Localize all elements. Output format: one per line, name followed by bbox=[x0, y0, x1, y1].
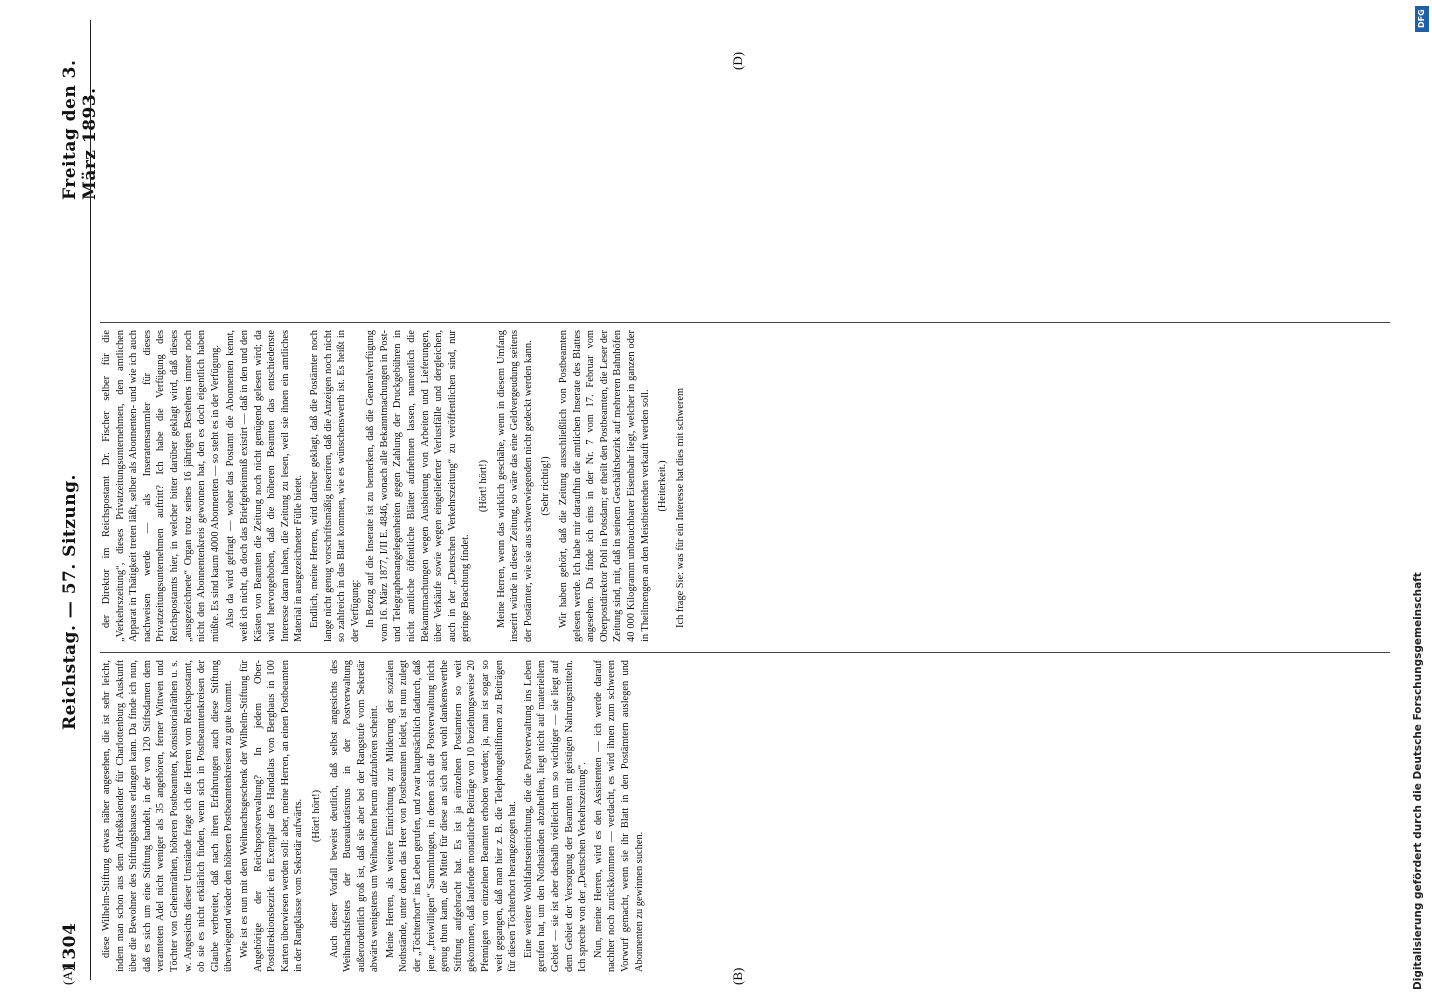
paragraph: der Direktor im Reichspostamt Dr. Fischer selber für die „Verkehrszeitung“, dieses Privatzeitungsunternehmen, den amtlichen Apparat in Thätigkeit treten läßt, selber als Abonnenten- und wie ich auch nachweisen werde — als Inseratensammler für dieses Privatzeitungsunternehmen auftritt? Ich habe die Verfügung des Reichspostamts hier, in welcher bitter darüber geklagt wird, daß dieses „ausgezeichnete“ Organ trotz seines 16 jährigen Bestehens immer noch nicht den Abonnentenkreis gewonnen hat, den es doch eigentlich haben müßte. Es sind kaum 4000 Abonnenten — so steht es in der Verfügung. bbox=[101, 330, 221, 642]
interjection: (Heiterkeit.) bbox=[657, 460, 669, 512]
paragraph: Meine Herren, wenn das wirklich geschähe, wenn in diesem Umfang inserirt würde in dieser Zeitung, so wäre das eine Geldvergeudung seitens der Postämter, wie sie aus schwerwiegenden nicht gedeckt werden kann. bbox=[495, 330, 534, 642]
column-divider bbox=[100, 322, 1390, 323]
dfg-logo: DFG bbox=[1415, 6, 1429, 32]
paragraph: Eine weitere Wohlfahrtseinrichtung, die die Postverwaltung ins Leben gerufen hat, um den Nothständen abzuhelfen, liegt nicht auf materiellem Gebiet — sie ist aber deshalb vielleicht um so wichtiger — sie liegt auf dem Gebiet der Versorgung der Beamten mit geistigen Nahrungsmitteln. Ich spreche von der „Deutschen Verkehrszeitung“. bbox=[522, 660, 589, 972]
paragraph: Nun, meine Herren, wird es den Assistenten — ich werde darauf nachher noch zurückkommen — verdacht, es wird ihnen zum schweren Vorwurf gemacht, wenn sie ihr Blatt in den Postämtern auslegen und Abonnenten zu gewinnen suchen. bbox=[592, 660, 645, 972]
paragraph: Ich frage Sie: was für ein Interesse hat dies mit schwerem bbox=[674, 387, 686, 628]
column-divider bbox=[100, 652, 1390, 653]
paragraph: Also da wird gefragt — woher das Postamt die Abonnenten kennt, weiß ich nicht, da doch das Briefgeheimniß existirt — daß in den und den Kästen von Beamten die Zeitung noch nicht genügend gelesen wird; da wird hervorgehoben, daß die höheren Beamten das entschiedenste Interesse daran haben, die Zeitung zu lesen, weil sie ihnen ein amtliches Material in ausgezeichneter Fülle bietet. bbox=[225, 330, 305, 642]
paragraph: Auch dieser Vorfall beweist deutlich, daß selbst angesichts des Weihnachtsfestes der Bureaukratismus in der Postverwaltung außerordentlich groß ist, daß sie aber bei der Rangstufe vom Sekretär abwärts wenigstens um Weihnachten herum aufzuhören scheint. bbox=[328, 660, 381, 972]
quoted-ordinance: In Bezug auf die Inserate ist zu bemerken, daß die Generalverfügung vom 16. März 1877, I/II E. 4846, wonach alle Bekanntmachungen in Post- und Telegraphenangelegenheiten gegen Zahlung der Druckgebühren in nicht amtliche öffentliche Blätter aufnehmen lassen, namentlich die Bekanntmachungen wegen Ausbietung von Arbeiten und Lieferungen, über Verkäufe sowie wegen eingelieferter Verlustfälle und dergleichen, auch in der „Deutschen Verkehrszeitung“ zu veröffentlichen sind, nur geringe Beachtung findet. bbox=[365, 330, 472, 642]
interjection: (Hört! hört!) bbox=[478, 459, 490, 513]
margin-marker-d: (D) bbox=[730, 51, 745, 70]
margin-marker-b: (B) bbox=[730, 967, 745, 985]
paragraph: Wir haben gehört, daß die Zeitung ausschließlich von Postbeamten gelesen werde. Ich habe mir daraufhin die amtlichen Inserate des Blattes angesehen. Da finde ich eins in der Nr. 7 vom 17. Februar vom Oberpostdirektor Pohl in Potsdam; er theilt den Postbeamten, die Leser der Zeitung sind, mit, daß in seinem Geschäftsbezirk auf mehreren Bahnhöfen 40 000 Kilogramm unbrauchbarer Eisenbahr liegt, welcher in ganzen oder in Theilmengen an den Meistbietenden verkauft werden soll. bbox=[558, 330, 651, 642]
interjection: (Hört! hört!) bbox=[310, 789, 322, 843]
interjection: (Sehr richtig!) bbox=[540, 456, 552, 516]
margin-marker-a: (A) bbox=[60, 966, 75, 985]
paragraph: Endlich, meine Herren, wird darüber geklagt, daß die Postämter noch lange nicht genug vorschriftsmäßig inseriren, daß die Anzeigen noch nicht so zahlreich in das Blatt kommen, wie es wünschenswerth ist. Es heißt in der Verfügung: bbox=[308, 330, 361, 642]
page-header bbox=[56, 20, 100, 980]
digitization-credit: Digitalisierung gefördert durch die Deutsche Forschungsgemeinschaft bbox=[1412, 572, 1424, 990]
paragraph: Wie ist es nun mit dem Weihnachtsgeschenk der Wilhelm-Stiftung für Angehörige der Reichspostverwaltung? In jedem Ober-Postdirektionsbezirk ein Exemplar des Handatlas von Berghaus in 100 Karten überwiesen werden soll: aber, meine Herren, an einen Postbeamten in der Rangklasse vom Sekretär aufwärts. bbox=[238, 660, 305, 972]
text-column-1 bbox=[100, 660, 1390, 972]
header-divider bbox=[90, 20, 91, 980]
paragraph: Meine Herren, als weitere Einrichtung zur Milderung der sozialen Nothstände, unter denen das Heer von Postbeamten leidet, ist nun zulegt der „Töchterhort“ ins Leben gerufen, und zwar hauptsächlich dadurch, daß jene „freiwilligen“ Sammlungen, in denen sich die Postverwaltung nicht genug thun kann, die Mittel für diese an sich auch wohl dankenswerthe Stiftung aufgebracht hat. Es ist ja einzelnen Postamtern so weit gekommen, daß laufende monatliche Beiträge von 10 beziehungsweise 20 Pfennigen von einzelnen Beamten erhoben werden; ja, man ist sogar so weit gegangen, daß man hier z. B. die Telephongehilfinnen zu Beiträgen für diesen Töchterhort herangezogen hat. bbox=[384, 660, 519, 972]
rotated-newspaper-page bbox=[56, 20, 1416, 980]
text-column-2 bbox=[100, 330, 1390, 642]
header-title-right: Freitag den 3. März 1893. bbox=[60, 59, 100, 200]
header-title-left: Reichstag. — 57. Sitzung. bbox=[60, 474, 80, 730]
paragraph: diese Wilhelm-Stiftung etwas näher angesehen, die ist sehr leicht, indem man schon aus dem Adreßkalender für Charlottenburg Auskunft über die Bewohner des Stiftungshauses erlangen kann. Da finde ich nun, daß es sich um eine Stiftung handelt, in der von 120 Stiftsdamen dem veramteten Adel nicht weniger als 35 angehören, ferner Wittwen und Töchter von Geheimräthen, höheren Postbeamten, Konsistorialräthen u. s. w. Angesichts dieser Umstände frage ich die Herren vom Reichspostamt, ob sie es nicht erklärlich finden, wenn sich in Postbeamtenkreisen der Glaube verbreitet, daß nach ihren Erfahrungen auch diese Stiftung überwiegend wieder den höheren Postbeamtenkreisen zu gute kommt. bbox=[101, 660, 235, 972]
page-number-left: 1304 bbox=[60, 922, 80, 972]
